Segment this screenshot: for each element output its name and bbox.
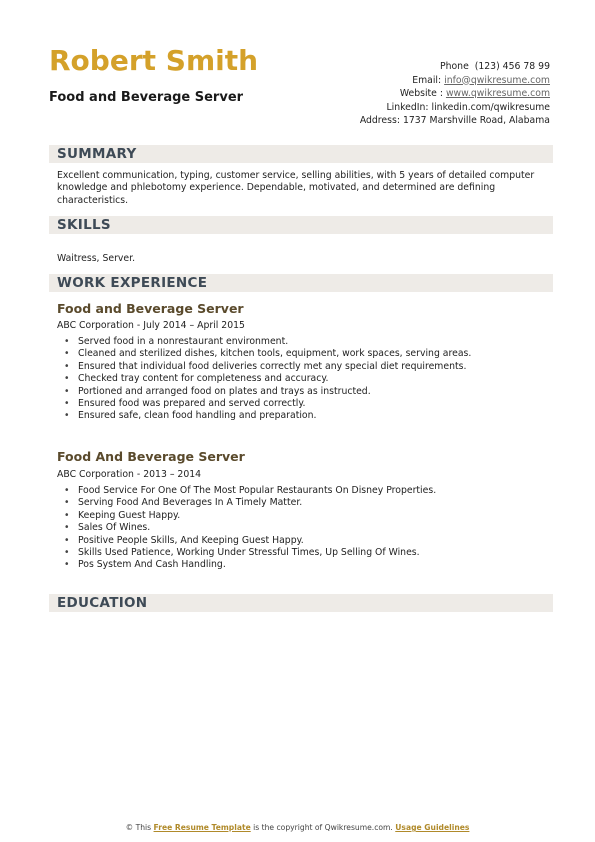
contact-website [360,87,550,101]
list-item: • Cleaned and sterilized dishes, kitchen tools, equipment, work spaces, serving areas. [64,348,471,360]
list-item: • Keeping Guest Happy. [64,510,436,522]
job-2-company-dates: ABC Corporation - 2013 – 2014 [57,469,202,480]
summary-heading: SUMMARY [57,146,137,162]
usage-guidelines-link[interactable]: Usage Guidelines [395,823,470,832]
list-item: • Ensured that individual food deliveries correctly met any special diet requirements. [64,361,471,373]
email-link[interactable]: info@qwikresume.com [444,74,550,86]
candidate-name: Robert Smith [49,44,259,77]
education-section-bar [49,594,553,612]
list-item: • Pos System And Cash Handling. [64,559,436,571]
linkedin-label: LinkedIn: [386,101,429,113]
job-2-title: Food And Beverage Server [57,449,245,464]
job-1-title: Food and Beverage Server [57,301,244,316]
list-item: • Positive People Skills, And Keeping Guest Happy. [64,535,436,547]
work-experience-section-bar [49,274,553,292]
work-experience-heading: WORK EXPERIENCE [57,275,208,291]
job-1-company-dates: ABC Corporation - July 2014 – April 2015 [57,320,245,331]
education-heading: EDUCATION [57,595,148,611]
contact-block [360,60,550,128]
address-label: Address: [359,115,400,127]
summary-section-bar [49,145,553,163]
email-label: Email: [412,74,442,86]
job-2-bullet-list [64,485,436,572]
list-item: • Portioned and arranged food on plates and trays as instructed. [64,386,471,398]
skills-heading: SKILLS [57,217,111,233]
skills-section-bar [49,216,553,234]
candidate-job-title: Food and Beverage Server [49,90,244,105]
list-item: • Ensured food was prepared and served correctly. [64,398,471,410]
list-item: • Sales Of Wines. [64,522,436,534]
skills-text: Waitress, Server. [57,253,136,264]
website-link[interactable]: www.qwikresume.com [445,88,550,100]
phone-label: Phone [439,61,469,72]
list-item: • Checked tray content for completeness and accuracy. [64,373,471,385]
list-item: • Ensured safe, clean food handling and preparation. [64,410,471,422]
list-item: • Serving Food And Beverages In A Timely Matter. [64,497,436,509]
linkedin-value: linkedin.com/qwikresume [431,101,550,113]
job-1-bullet-list [64,336,471,423]
list-item: • Skills Used Patience, Working Under Stressful Times, Up Selling Of Wines. [64,547,436,559]
contact-phone [360,60,550,74]
footer-middle: is the copyright of Qwikresume.com. [253,823,393,832]
list-item: • Served food in a nonrestaurant environment. [64,336,471,348]
phone-value: (123) 456 78 99 [474,61,550,72]
copyright-footer [0,823,595,832]
list-item: • Food Service For One Of The Most Popular Restaurants On Disney Properties. [64,485,436,497]
footer-prefix: © This [125,823,152,832]
contact-linkedin [360,101,550,115]
website-label: Website : [399,88,443,100]
free-resume-template-link[interactable]: Free Resume Template [153,823,251,832]
contact-address [360,114,550,128]
contact-email [360,74,550,88]
address-value: 1737 Marshville Road, Alabama [402,115,550,127]
summary-text: Excellent communication, typing, customer service, selling abilities, with 5 years of detailed computer knowledge and phlebotomy experience. Dependable, motivated, and determined are defining characteristics. [57,170,535,206]
